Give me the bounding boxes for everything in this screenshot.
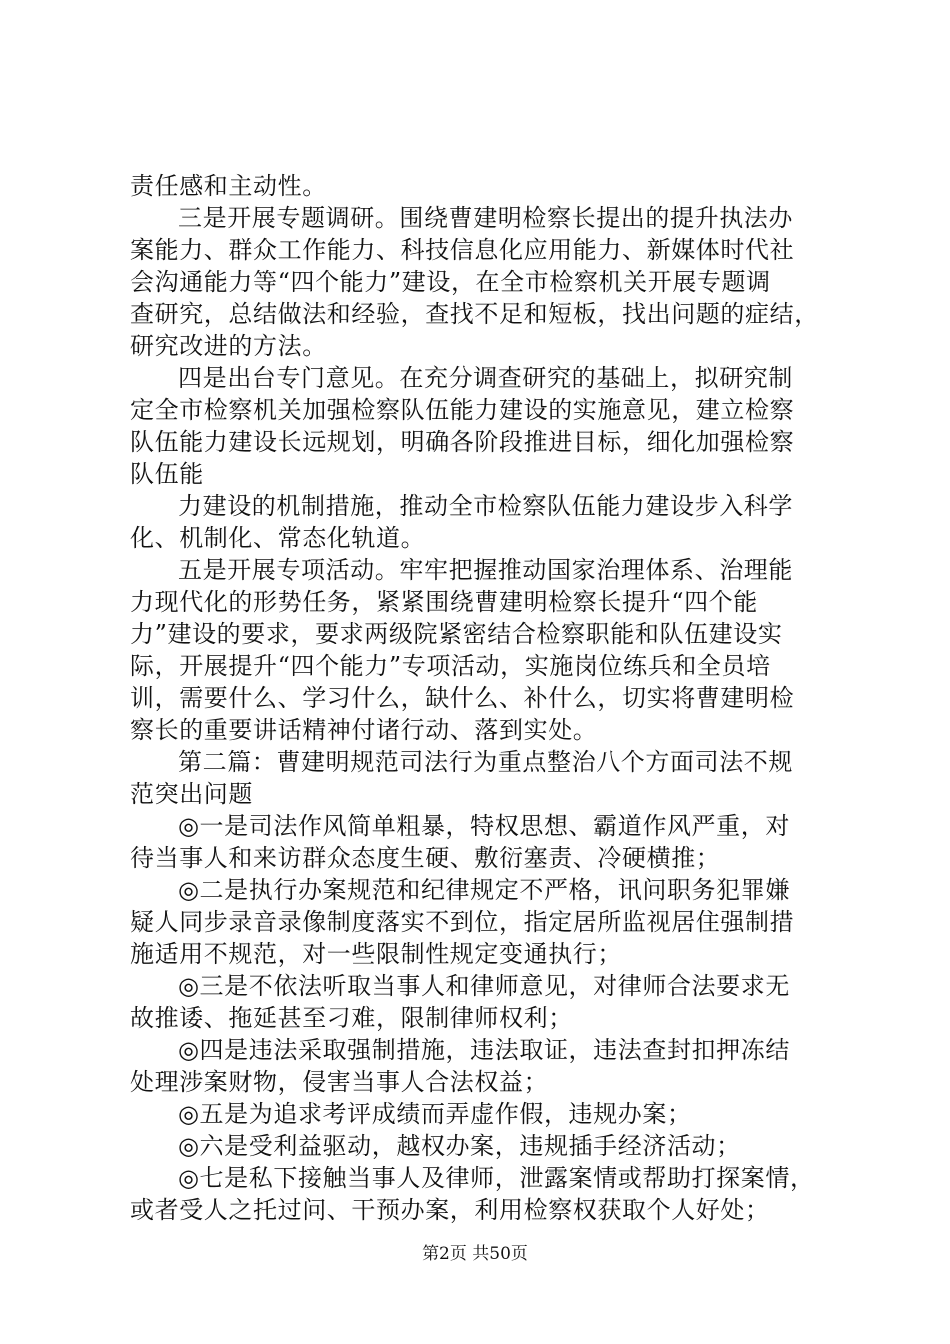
- list-item: ◎三是不依法听取当事人和律师意见，对律师合法要求无: [178, 972, 790, 1000]
- text-line: 处理涉案财物，侵害当事人合法权益；: [130, 1068, 549, 1096]
- text-line: 化、机制化、常态化轨道。: [130, 524, 426, 552]
- text-line: 力”建设的要求，要求两级院紧密结合检察职能和队伍建设实: [130, 620, 783, 648]
- text-line: 或者受人之托过问、干预办案，利用检察权获取个人好处；: [130, 1196, 770, 1224]
- text-line: 责任感和主动性。: [130, 172, 327, 200]
- text-line: 案能力、群众工作能力、科技信息化应用能力、新媒体时代社: [130, 236, 795, 264]
- text-line: 待当事人和来访群众态度生硬、敷衍塞责、冷硬横推；: [130, 844, 721, 872]
- text-line: 施适用不规范，对一些限制性规定变通执行；: [130, 940, 622, 968]
- text-line: 际，开展提升“四个能力”专项活动，实施岗位练兵和全员培: [130, 652, 771, 680]
- text-line: 研究改进的方法。: [130, 332, 327, 360]
- section-heading: 第二篇：曹建明规范司法行为重点整治八个方面司法不规: [178, 748, 793, 776]
- text-line: 队伍能: [130, 460, 204, 488]
- text-line: 四是出台专门意见。在充分调查研究的基础上，拟研究制: [178, 364, 793, 392]
- text-line: 疑人同步录音录像制度落实不到位，指定居所监视居住强制措: [130, 908, 795, 936]
- list-item: ◎六是受利益驱动，越权办案，违规插手经济活动；: [178, 1132, 741, 1160]
- text-line: 故推诿、拖延甚至刁难，限制律师权利；: [130, 1004, 573, 1032]
- section-heading: 范突出问题: [130, 780, 253, 808]
- list-item: ◎一是司法作风简单粗暴，特权思想、霸道作风严重，对: [178, 812, 790, 840]
- list-item: ◎四是违法采取强制措施，违法取证，违法查封扣押冻结: [178, 1036, 790, 1064]
- text-line: 队伍能力建设长远规划，明确各阶段推进目标，细化加强检察: [130, 428, 795, 456]
- text-line: 力建设的机制措施，推动全市检察队伍能力建设步入科学: [178, 492, 793, 520]
- text-line: 训，需要什么、学习什么，缺什么、补什么，切实将曹建明检: [130, 684, 795, 712]
- list-item: ◎七是私下接触当事人及律师，泄露案情或帮助打探案情，: [178, 1164, 815, 1192]
- list-item: ◎五是为追求考评成绩而弄虚作假，违规办案；: [178, 1100, 692, 1128]
- text-line: 定全市检察机关加强检察队伍能力建设的实施意见，建立检察: [130, 396, 795, 424]
- list-item: ◎二是执行办案规范和纪律规定不严格，讯问职务犯罪嫌: [178, 876, 790, 904]
- text-line: 会沟通能力等“四个能力”建设，在全市检察机关开展专题调: [130, 268, 771, 296]
- page-number-footer: 第2页 共50页: [422, 1244, 528, 1264]
- text-line: 查研究，总结做法和经验，查找不足和短板，找出问题的症结，: [130, 300, 819, 328]
- text-line: 三是开展专题调研。围绕曹建明检察长提出的提升执法办: [178, 204, 793, 232]
- text-line: 力现代化的形势任务，紧紧围绕曹建明检察长提升“四个能: [130, 588, 758, 616]
- text-line: 察长的重要讲话精神付诸行动、落到实处。: [130, 716, 598, 744]
- text-line: 五是开展专项活动。牢牢把握推动国家治理体系、治理能: [178, 556, 793, 584]
